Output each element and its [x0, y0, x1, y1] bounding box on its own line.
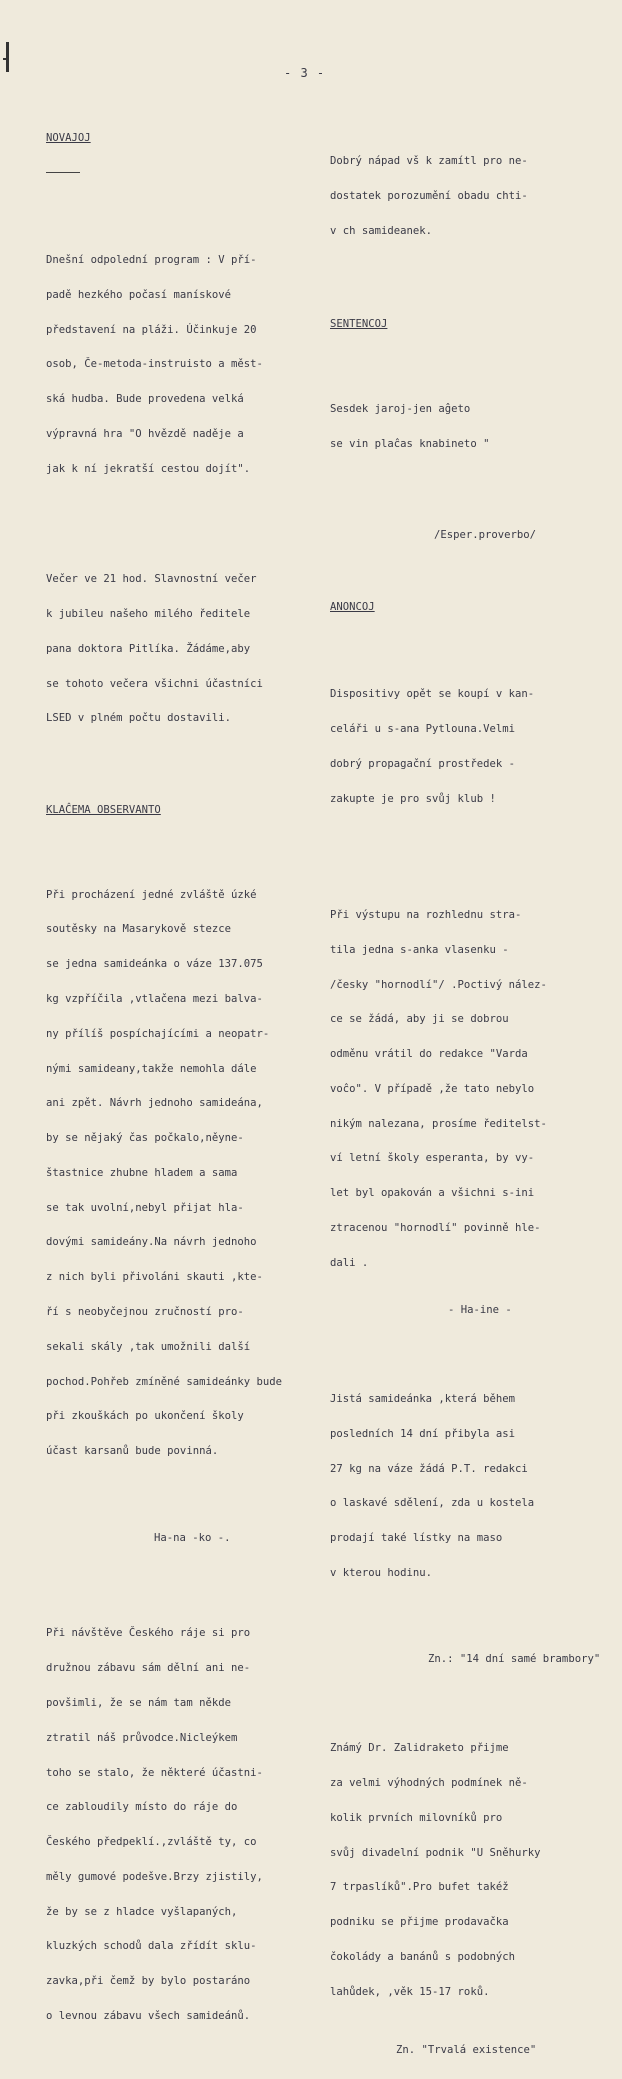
klacema-signature: Ha-na -ko -.	[154, 1532, 231, 1545]
section-heading-klacema: KLAĈEMA OBSERVANTO	[46, 804, 161, 817]
intro-paragraph: Dobrý nápad vš k zamítl pro ne- dostatek porozumění obadu chti- v ch samideanek.	[330, 155, 528, 237]
anoncoj-signature-3: Zn. "Trvalá existence"	[396, 2043, 537, 2056]
anoncoj-signature-2: Zn.: "14 dní samé brambory"	[428, 1653, 601, 1665]
anoncoj-signature-1: - Ha-ine -	[448, 1303, 512, 1316]
anoncoj-paragraph-2: Při výstupu na rozhlednu stra- tila jedna s-anka vlasenku - /česky "hornodlí"/ .Poctivý nález- ce se žádá, aby ji se dobrou odměnu vrátil do redakce "Varda voĉo". V případě ,že tato nebylo nikým nalezana, prosíme ředitelst- ví letní školy esperanta, by vy- let byl opakován a všichni s-ini ztracenou "hornodlí" povinně hle- dali .	[330, 909, 547, 1269]
anoncoj-paragraph-1: Dispositivy opět se koupí v kan- celáři u s-ana Pytlouna.Velmi dobrý propagační prostředek - zakupte je pro svůj klub !	[330, 688, 535, 805]
left-column	[46, 110, 334, 2069]
margin-mark	[6, 42, 9, 72]
heading-rule	[46, 168, 334, 180]
margin-mark	[3, 58, 9, 60]
section-heading-novajoj: NOVAJOJ	[46, 132, 91, 145]
visit-paragraph: Při návštěve Českého ráje si pro družnou zábavu sám dělní ani ne- povšimli, že se nám tam někde ztratil náš průvodce.Nicleýkem toho se stalo, že některé účastni- ce zabloudily místo do ráje do Českého předpeklí.,zvláště ty, co měly gumové podešve.Brzy zjistily, že by se z hladce vyšlapaných, kluzkých schodů dala zřídít sklu- zavka,při čemž by bylo postaráno o levnou zábavu všech samideánů.	[46, 1627, 263, 2022]
anoncoj-paragraph-4: Známý Dr. Zalidraketo přijme za velmi výhodných podmínek ně- kolik prvních milovníků pro svůj divadelní podnik "U Sněhurky 7 trpaslíků".Pro bufet takéž podniku se přijme prodavačka čokolády a banánů s podobných lahůdek, ,věk 15-17 roků.	[330, 1742, 541, 1998]
section-heading-sentencoj: SENTENCOJ	[330, 318, 388, 331]
page-number: - 3 -	[284, 66, 326, 80]
klacema-paragraph: Při procházení jedné zvláště úzké soutěsky na Masarykově stezce se jedna samideánka o váze 137.075 kg vzpříčila ,vtlačena mezi balva- ny přílíš pospíchajícími a neopatr- nými samideany,takže nemohla dále ani zpět. Návrh jednoho samideána, by se nějaký čas počkalo,něyne- štastnice zhubne hladem a sama se tak uvolní,nebyl přijat hla- dovými samideány.Na návrh jednoho z nich byli přivoláni skauti ,kte- ří s neobyčejnou zručností pro- sekali skály ,tak umožnili další pochod.Pohřeb zmíněné samideánky bude při zkouškách po ukončení školy účast karsanů bude povinná.	[46, 888, 282, 1458]
sentencoj-source: /Esper.proverbo/	[434, 529, 537, 542]
anoncoj-paragraph-3: Jistá samideánka ,která během posledních 14 dní přibyla asi 27 kg na váze žádá P.T. redakci o laskavé sdělení, zda u kostela prodají také lístky na maso v kterou hodinu.	[330, 1392, 535, 1579]
section-heading-anoncoj: ANONCOJ	[330, 601, 375, 614]
right-column	[330, 110, 616, 2079]
sentencoj-proverb: Sesdek jaroj-jen aĝeto se vin plaĉas knabineto "	[330, 403, 490, 451]
novajoj-paragraph-1: Dnešní odpolední program : V pří- padě hezkého počasí manískové představení na pláži. Účinkuje 20 osob, Če-metoda-instruisto a měst- ská hudba. Bude provedena velká výpravná hra "O hvězdě naděje a jak k ní jekratší cestou dojít".	[46, 254, 263, 475]
novajoj-paragraph-2: Večer ve 21 hod. Slavnostní večer k jubileu našeho milého ředitele pana doktora Pitlíka. Žádáme,aby se tohoto večera všichni účastníci LSED v plném počtu dostavili.	[46, 573, 263, 725]
